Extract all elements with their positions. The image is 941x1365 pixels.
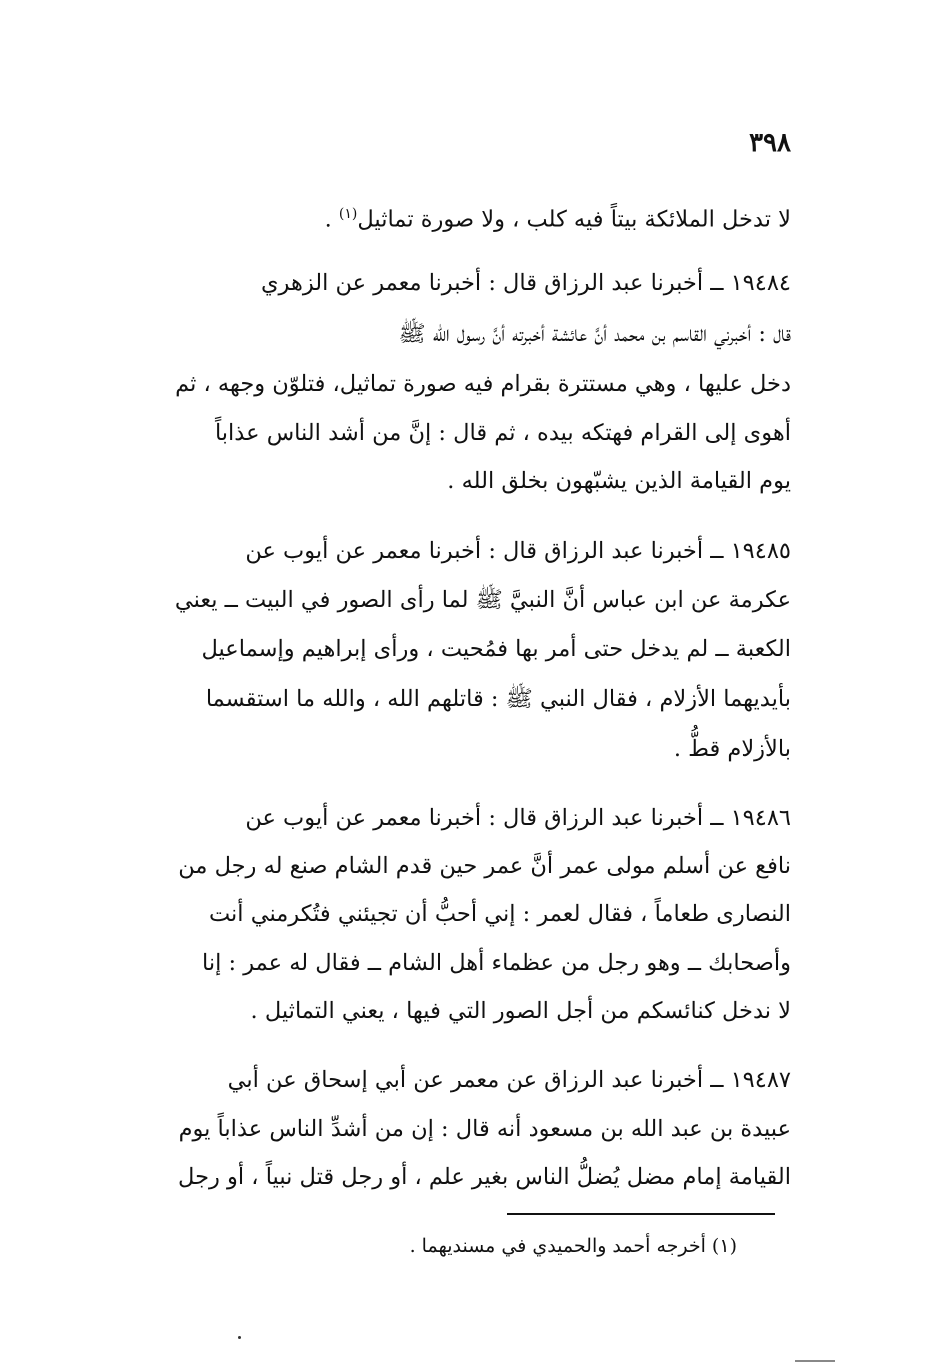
text-line: بالأزلام قطُّ . bbox=[673, 736, 791, 762]
text-line: نافع عن أسلم مولى عمر أنَّ عمر حين قدم الشام صنع له رجل من bbox=[178, 853, 791, 879]
text-line: ١٩٤٨٦ ــ أخبرنا عبد الرزاق قال : أخبرنا معمر عن أيوب عن bbox=[245, 805, 791, 831]
text-line: دخل عليها ، وهي مستترة بقرام فيه صورة تماثيل، فتلوّن وجهه ، ثم bbox=[175, 371, 791, 397]
text-line: عكرمة عن ابن عباس أنَّ النبيَّ ﷺ لما رأى الصور في البيت ــ يعني bbox=[174, 587, 791, 613]
text-line: أهوى إلى القرام فهتكه بيده ، ثم قال : إنَّ من أشد الناس عذاباً bbox=[214, 420, 791, 446]
text-line: يوم القيامة الذين يشبّهون بخلق الله . bbox=[447, 468, 791, 494]
footnote-reference: (١) bbox=[338, 206, 358, 222]
page-number: ٣٩٨ bbox=[749, 128, 791, 158]
footnote-divider bbox=[507, 1213, 775, 1215]
footnote: (١) أخرجه أحمد والحميدي في مسنديهما . bbox=[409, 1235, 737, 1257]
scan-speck bbox=[238, 1336, 241, 1339]
text-line: قال : أخبرني القاسم بن محمد أنَّ عائشة أخبرته أنَّ رسول الله ﷺ bbox=[398, 321, 791, 347]
text-line: ١٩٤٨٧ ــ أخبرنا عبد الرزاق عن معمر عن أبي إسحاق عن أبي bbox=[227, 1067, 791, 1093]
text-line: ١٩٤٨٤ ــ أخبرنا عبد الرزاق قال : أخبرنا معمر عن الزهري bbox=[260, 270, 791, 296]
text-line: لا ندخل كنائسكم من أجل الصور التي فيها ، يعني التماثيل . bbox=[250, 998, 791, 1024]
text-line: عبيدة بن عبد الله بن مسعود أنه قال : إن من أشدِّ الناس عذاباً يوم bbox=[178, 1116, 791, 1142]
text-line: وأصحابك ــ وهو رجل من عظماء أهل الشام ــ فقال له عمر : إنا bbox=[201, 950, 791, 976]
text-line: ١٩٤٨٥ ــ أخبرنا عبد الرزاق قال : أخبرنا معمر عن أيوب عن bbox=[245, 538, 791, 564]
scan-edge-mark bbox=[795, 1360, 835, 1362]
text-line: النصارى طعاماً ، فقال لعمر : إني أحبُّ أن تجيئني فتُكرمني أنت bbox=[208, 901, 791, 927]
text-line: الكعبة ــ لم يدخل حتى أمر بها فمُحيت ، ورأى إبراهيم وإسماعيل bbox=[201, 636, 791, 662]
text-line: القيامة إمام مضل يُضلُّ الناس بغير علم ، أو رجل قتل نبياً ، أو رجل bbox=[178, 1164, 791, 1190]
text-line: لا تدخل الملائكة بيتاً فيه كلب ، ولا صورة تماثيل$^{(١)}$ . bbox=[324, 206, 791, 233]
text-line: بأيديهما الأزلام ، فقال النبي ﷺ : قاتلهم الله ، والله ما استقسما bbox=[205, 686, 791, 712]
